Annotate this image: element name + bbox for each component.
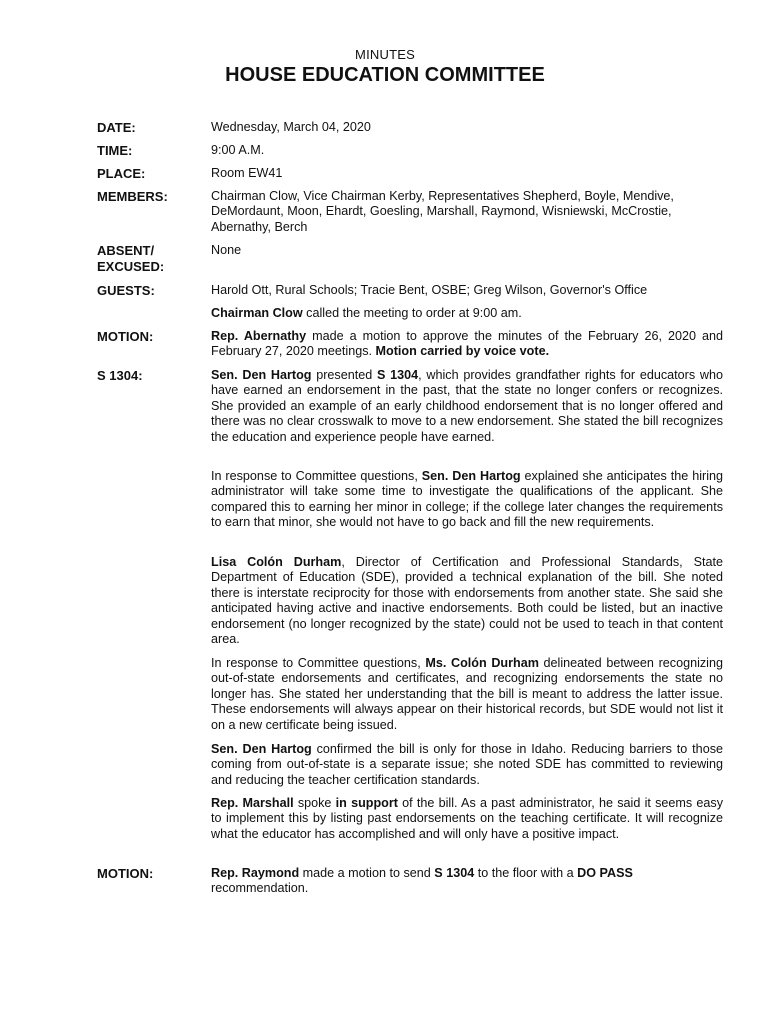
do-pass-phrase: DO PASS (577, 866, 633, 880)
speaker-name: Sen. Den Hartog (421, 469, 521, 483)
speaker-name: Sen. Den Hartog (211, 742, 312, 756)
para-text: In response to Committee questions, (211, 656, 426, 670)
guests-value: Harold Ott, Rural Schools; Tracie Bent, OSBE; Greg Wilson, Governor's Office (211, 283, 648, 297)
para-text: spoke (293, 796, 336, 810)
para-text: , Director of Certification and Professional Standards, State Department of Education (SDE), provided a technical explanation of the bill. She noted there is interstate reciprocity for those with endorsements from another state. She said she anticipated having active and inactive endorsements. Both could be listed, but an inactive endorsement (no longer recognized by the state) could not be used to teach in that content area. (211, 555, 724, 647)
speaker-name: Rep. Marshall (211, 796, 294, 810)
motion-body: made a motion to approve the minutes of the February 26, 2020 and February 27, 2020 meetings. (211, 329, 723, 359)
bill-number: S 1304 (376, 368, 419, 382)
motion-result: Motion carried by voice vote. (375, 344, 550, 359)
s1304-para-3 (211, 555, 723, 647)
para-text: presented (311, 368, 377, 382)
call-to-order-body: called the meeting to order at 9:00 am. (302, 306, 522, 320)
s1304-para-5 (211, 742, 723, 788)
para-text: to the floor with a (474, 866, 578, 880)
document-title: HOUSE EDUCATION COMMITTEE (225, 64, 545, 86)
motion-label: MOTION: (97, 329, 154, 344)
s1304-para-1 (211, 368, 723, 445)
support-phrase: in support (335, 796, 398, 810)
s1304-para-2 (211, 469, 723, 531)
motion-do-pass-text (211, 866, 723, 897)
members-value: Chairman Clow, Vice Chairman Kerby, Representatives Shepherd, Boyle, Mendive, DeMordaunt, Moon, Ehardt, Goesling, Marshall, Raymond, Wisniewski, McCrostie, Abernathy, Berch (211, 189, 674, 234)
motion-label: MOTION: (97, 866, 154, 881)
absent-label-line2: EXCUSED: (97, 259, 165, 274)
chairman-name: Chairman Clow (211, 306, 303, 320)
motion-minutes-text (211, 329, 723, 360)
place-value: Room EW41 (211, 166, 283, 180)
absent-label-line1: ABSENT/ (97, 243, 155, 258)
mover-name: Rep. Abernathy (211, 329, 307, 343)
bill-label: S 1304: (97, 368, 143, 383)
speaker-name: Ms. Colón Durham (425, 656, 539, 670)
place-label: PLACE: (97, 166, 146, 181)
para-text: confirmed the bill is only for those in Idaho. Reducing barriers to those coming from out-of-state is a separate issue; she noted SDE has committed to reviewing and reducing the teacher certification standards. (211, 742, 723, 787)
call-to-order-text (211, 306, 723, 321)
document-kicker: MINUTES (355, 47, 415, 62)
absent-value: None (211, 243, 242, 257)
para-text: In response to Committee questions, (211, 469, 422, 483)
bill-number: S 1304 (434, 866, 475, 880)
para-text: of the bill. As a past administrator, he said it seems easy to implement this by listing past endorsements on the teaching certificate. It will recognize what the educator has accomplished and will only have a positive impact. (211, 796, 724, 841)
s1304-para-4 (211, 656, 723, 733)
date-label: DATE: (97, 120, 136, 135)
absent-label (97, 243, 207, 275)
guests-label: GUESTS: (97, 283, 155, 298)
para-text: , which provides grandfather rights for educators who have earned an endorsement in the past, that the state no longer confers or recognizes. She provided an example of an early childhood endorsement that is no longer offered and there was no clear crosswalk to move to a new endorsement. She stated the bill recognizes the education and experience people have earned. (211, 368, 724, 444)
para-text: explained she anticipates the hiring administrator will take some time to investigate the qualifications of the applicant. She compared this to earning her minor in college; if the college later changes the requirements to earn that minor, she would not have to go back and fill the new requirements. (211, 469, 724, 530)
time-label: TIME: (97, 143, 133, 158)
s1304-para-6 (211, 796, 723, 842)
speaker-name: Lisa Colón Durham (211, 555, 342, 569)
mover-name: Rep. Raymond (211, 866, 300, 880)
members-label: MEMBERS: (97, 189, 168, 204)
speaker-name: Sen. Den Hartog (211, 368, 312, 382)
para-text: recommendation. (211, 881, 309, 896)
date-value: Wednesday, March 04, 2020 (211, 120, 371, 134)
para-text: delineated between recognizing out-of-state endorsements and certificates, and recognizing endorsements the state no longer has. She stated her understanding that the bill is meant to address the latter issue. These endorsements will always appear on their historical records, but SDE would not list it on a new certificate being issued. (211, 656, 723, 732)
time-value: 9:00 A.M. (211, 143, 265, 157)
para-text: made a motion to send (299, 866, 435, 880)
